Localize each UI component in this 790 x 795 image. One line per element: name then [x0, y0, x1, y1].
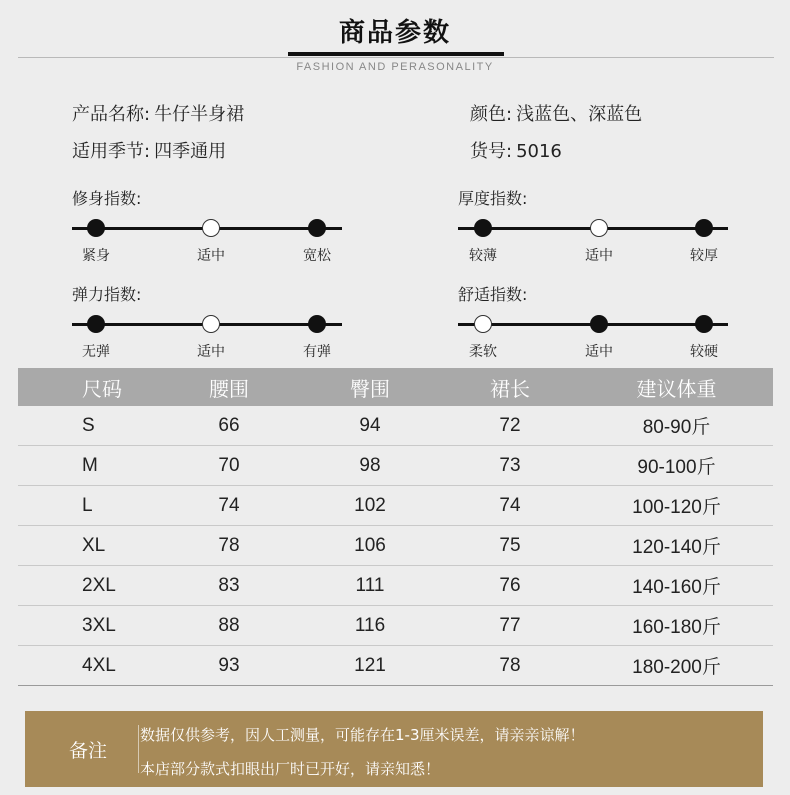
scale-dot: [590, 315, 608, 333]
comfort-index-scale: [458, 315, 728, 375]
scale-label-mid: 适中: [197, 344, 225, 360]
table-row: [18, 406, 773, 446]
season-value: 四季通用: [154, 141, 227, 162]
cell-weight: 80-90斤: [580, 406, 773, 446]
table-row: [18, 646, 773, 686]
sku-label: 货号:: [470, 141, 513, 162]
cell-length: 78: [440, 646, 580, 686]
sku-value: 5016: [516, 141, 562, 162]
thickness-index-scale: [458, 219, 728, 279]
cell-hip: 111: [300, 566, 440, 606]
scale-label-low: 紧身: [82, 248, 110, 264]
scale-dot: [87, 219, 105, 237]
cell-size: 4XL: [18, 646, 158, 686]
cell-length: 74: [440, 486, 580, 526]
thickness-index-title: 厚度指数:: [458, 189, 528, 208]
color-label: 颜色:: [470, 104, 513, 125]
table-row: [18, 606, 773, 646]
cell-waist: 66: [158, 406, 300, 446]
title-underline: [288, 52, 504, 56]
table-row: [18, 526, 773, 566]
note-box: [25, 711, 763, 787]
cell-hip: 102: [300, 486, 440, 526]
scale-label-high: 较厚: [690, 248, 718, 264]
elasticity-index-title: 弹力指数:: [72, 285, 142, 304]
scale-label-mid: 适中: [585, 344, 613, 360]
cell-weight: 160-180斤: [580, 606, 773, 646]
cell-length: 76: [440, 566, 580, 606]
cell-waist: 93: [158, 646, 300, 686]
table-row: [18, 446, 773, 486]
cell-waist: 70: [158, 446, 300, 486]
product-name-value: 牛仔半身裙: [154, 104, 245, 125]
size-table: [18, 368, 773, 686]
scale-label-high: 有弹: [303, 344, 331, 360]
cell-hip: 116: [300, 606, 440, 646]
comfort-index-title: 舒适指数:: [458, 285, 528, 304]
header-hip: 臀围: [300, 368, 440, 406]
fit-index-title: 修身指数:: [72, 189, 142, 208]
cell-length: 72: [440, 406, 580, 446]
scale-dot: [590, 219, 608, 237]
cell-length: 73: [440, 446, 580, 486]
title-divider: [18, 57, 774, 58]
scale-label-low: 较薄: [469, 248, 497, 264]
cell-weight: 120-140斤: [580, 526, 773, 566]
header-waist: 腰围: [158, 368, 300, 406]
scale-dot: [308, 315, 326, 333]
cell-waist: 83: [158, 566, 300, 606]
scale-dot: [202, 315, 220, 333]
header-size: 尺码: [18, 368, 158, 406]
cell-weight: 140-160斤: [580, 566, 773, 606]
scale-label-high: 宽松: [303, 248, 331, 264]
scale-label-high: 较硬: [690, 344, 718, 360]
season-label: 适用季节:: [72, 141, 151, 162]
cell-hip: 98: [300, 446, 440, 486]
note-divider: [138, 725, 139, 773]
table-row: [18, 486, 773, 526]
table-row: [18, 566, 773, 606]
scale-dot: [474, 315, 492, 333]
header-weight: 建议体重: [580, 368, 773, 406]
fit-index-scale: [72, 219, 342, 279]
scale-label-mid: 适中: [585, 248, 613, 264]
sku-row: [470, 137, 562, 163]
cell-weight: 90-100斤: [580, 446, 773, 486]
cell-length: 77: [440, 606, 580, 646]
elasticity-index-scale: [72, 315, 342, 375]
cell-size: L: [18, 486, 158, 526]
table-header-row: [18, 368, 773, 406]
cell-hip: 121: [300, 646, 440, 686]
header-length: 裙长: [440, 368, 580, 406]
cell-waist: 78: [158, 526, 300, 566]
page-subtitle: FASHION AND PERASONALITY: [296, 61, 494, 73]
scale-dot: [695, 315, 713, 333]
scale-label-low: 柔软: [469, 344, 497, 360]
scale-dot: [308, 219, 326, 237]
color-row: [470, 100, 642, 126]
product-name-row: [72, 100, 244, 126]
cell-hip: 106: [300, 526, 440, 566]
note-line-1: 数据仅供参考，因人工测量，可能存在1-3厘米误差，请亲亲谅解！: [140, 726, 585, 744]
color-value: 浅蓝色、深蓝色: [516, 104, 643, 125]
note-line-2: 本店部分款式扣眼出厂时已开好，请亲知悉！: [140, 760, 441, 778]
cell-size: M: [18, 446, 158, 486]
cell-weight: 180-200斤: [580, 646, 773, 686]
cell-size: 2XL: [18, 566, 158, 606]
scale-label-mid: 适中: [197, 248, 225, 264]
season-row: [72, 137, 226, 163]
cell-size: XL: [18, 526, 158, 566]
cell-length: 75: [440, 526, 580, 566]
cell-weight: 100-120斤: [580, 486, 773, 526]
scale-dot: [202, 219, 220, 237]
scale-dot: [695, 219, 713, 237]
cell-size: 3XL: [18, 606, 158, 646]
cell-waist: 88: [158, 606, 300, 646]
product-name-label: 产品名称:: [72, 104, 151, 125]
scale-label-low: 无弹: [82, 344, 110, 360]
note-label: 备注: [69, 740, 108, 762]
cell-hip: 94: [300, 406, 440, 446]
page-title: 商品参数: [338, 18, 451, 48]
scale-dot: [474, 219, 492, 237]
cell-size: S: [18, 406, 158, 446]
scale-dot: [87, 315, 105, 333]
cell-waist: 74: [158, 486, 300, 526]
